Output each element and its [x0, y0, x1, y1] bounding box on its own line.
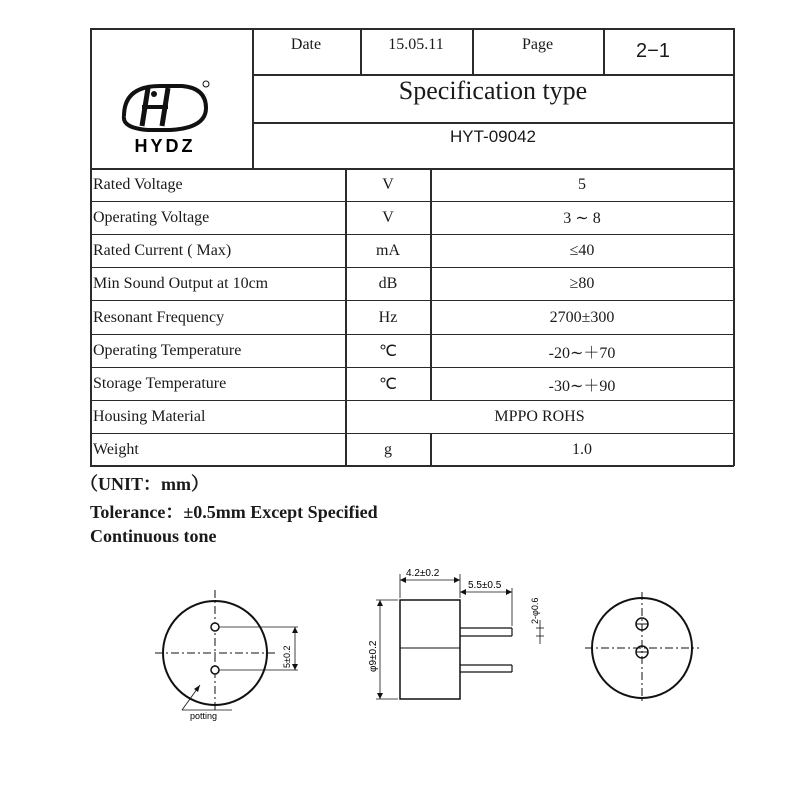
spec-name: Operating Temperature — [93, 342, 242, 359]
spec-value: -30∼＋90 — [548, 377, 616, 395]
spec-name: Resonant Frequency — [93, 308, 225, 326]
spec-name: Weight — [93, 440, 139, 458]
spec-unit: V — [382, 176, 394, 193]
pin-length-label: 5.5±0.5 — [468, 580, 502, 591]
spec-title: Specification type — [398, 76, 588, 105]
pin-diameter-label: 2-φ0.6 — [530, 597, 540, 624]
width-dimension-label: 4.2±0.2 — [406, 568, 440, 579]
spec-value: ≥80 — [569, 275, 595, 292]
front-diameter-label: 5±0.2 — [282, 645, 292, 668]
tone-note: Continuous tone — [90, 526, 217, 546]
potting-label: potting — [190, 711, 218, 721]
spec-value: ≤40 — [569, 242, 595, 259]
unit-note: （UNIT：mm） — [80, 474, 209, 494]
tolerance-note: Tolerance：±0.5mm Except Specified — [90, 502, 378, 522]
spec-unit: g — [384, 440, 392, 458]
spec-name: Min Sound Output at 10cm — [93, 275, 269, 292]
spec-unit: mA — [376, 242, 400, 259]
front-view-drawing — [150, 590, 330, 730]
spec-value: 1.0 — [572, 440, 592, 458]
hydz-logo-icon — [110, 76, 220, 156]
spec-unit: Hz — [378, 308, 398, 326]
spec-value: 5 — [578, 176, 586, 193]
side-view-drawing — [360, 560, 560, 720]
spec-name: Operating Voltage — [93, 209, 210, 226]
spec-unit: ℃ — [379, 343, 397, 360]
company-logo — [110, 76, 220, 156]
height-dimension-label: φ9±0.2 — [368, 640, 379, 672]
spec-name: Housing Material — [93, 408, 206, 425]
spec-name: Rated Voltage — [93, 176, 183, 193]
page-label: Page — [521, 36, 554, 53]
spec-value: 2700±300 — [549, 308, 615, 326]
bottom-view-drawing — [585, 590, 705, 710]
spec-unit: V — [382, 209, 394, 226]
spec-name: Rated Current ( Max) — [93, 242, 232, 259]
spec-name: Storage Temperature — [93, 375, 227, 392]
spec-value: 3 ∼ 8 — [563, 210, 601, 227]
date-label: Date — [290, 36, 322, 53]
spec-value: MPPO ROHS — [494, 408, 585, 425]
spec-unit: dB — [378, 275, 398, 292]
spec-value: -20∼＋70 — [548, 344, 616, 362]
page-value: 2−1 — [636, 39, 670, 62]
logo-text: HYDZ — [134, 136, 196, 156]
model-number: HYT-09042 — [450, 127, 536, 146]
date-value: 15.05.11 — [388, 36, 444, 53]
spec-unit: ℃ — [379, 376, 397, 393]
